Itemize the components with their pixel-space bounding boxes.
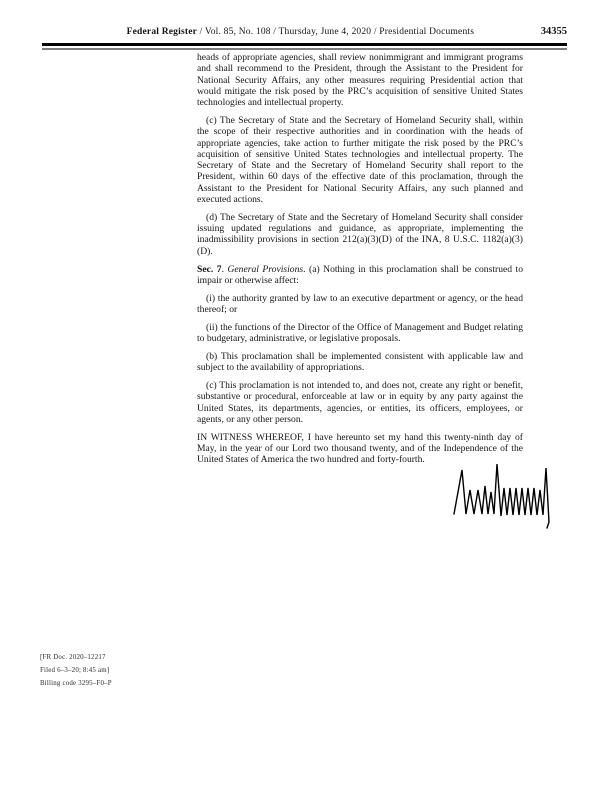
- filed-date: Filed 6–3–20; 8:45 am]: [40, 667, 110, 675]
- header-title: [42, 27, 533, 37]
- paragraph-sec7: [197, 264, 523, 287]
- sec7-rest: . (a) Nothing in this proclamation shall be construed to impair or otherwise affect:: [197, 263, 524, 286]
- presidential-signature: [452, 461, 560, 531]
- paragraph-d: (d) The Secretary of State and the Secretary of Homeland Security shall consider issuing updated regulations and guidance, as appropriate, implementing the inadmissibility provisions in section 212(a)(3)(D) of the INA, 8 U.S.C. 1182(a)(3)(D).: [197, 211, 523, 257]
- billing-code: Billing code 3295–F0–P: [40, 680, 112, 688]
- sec7-separator: .: [221, 263, 228, 275]
- issue-info: / Vol. 85, No. 108 / Thursday, June 4, 2020 / Presidential Documents: [197, 27, 475, 37]
- document-footer: [40, 651, 112, 691]
- paragraph-continuation: heads of appropriate agencies, shall review nonimmigrant and immigrant programs and shall recommend to the President, through the Assistant to the President for National Security Affairs, any other measures requiring Presidential action that would mitigate the risk posed by the PRC’s acquisition of sensitive United States technologies and intellectual property.: [197, 52, 523, 109]
- page-header: [42, 26, 567, 37]
- fr-doc-number: [FR Doc. 2020–12217: [40, 654, 106, 661]
- paragraph-witness: IN WITNESS WHEREOF, I have hereunto set my hand this twenty-ninth day of May, in the year of our Lord two thousand twenty, and of the Independence of the United States of America the two hundred and forty-fourth.: [197, 431, 523, 466]
- paragraph-ii: (ii) the functions of the Director of the Office of Management and Budget relating to budgetary, administrative, or legislative proposals.: [197, 321, 523, 345]
- sec7-title: General Provisions: [227, 263, 304, 275]
- document-body: [197, 52, 523, 472]
- journal-name: Federal Register: [126, 27, 198, 37]
- sec7-label: Sec. 7: [197, 263, 222, 275]
- header-rule-thick: [42, 43, 567, 46]
- paragraph-c: (c) The Secretary of State and the Secretary of Homeland Security shall, within the scope of their respective authorities and in coordination with the heads of appropriate agencies, take action to further mitigate the risk posed by the PRC’s acquisition of sensitive United States technologies and intellectual property. The Secretary of State and the Secretary of Homeland Security shall report to the President, within 60 days of the effective date of this proclamation, through the Assistant to the President for National Security Affairs, any such planned and executed actions.: [197, 114, 523, 206]
- signature-glyph: [452, 461, 560, 531]
- page-number: 34355: [540, 26, 567, 37]
- header-rule-thin: [42, 48, 567, 50]
- paragraph-i: (i) the authority granted by law to an executive department or agency, or the head thereof; or: [197, 292, 523, 315]
- paragraph-b: (b) This proclamation shall be implemented consistent with applicable law and subject to the availability of appropriations.: [197, 350, 523, 374]
- paragraph-c2: (c) This proclamation is not intended to, and does not, create any right or benefit, substantive or procedural, enforceable at law or in equity by any party against the United States, its departments, agencies, or entities, its officers, employees, or agents, or any other person.: [197, 379, 523, 425]
